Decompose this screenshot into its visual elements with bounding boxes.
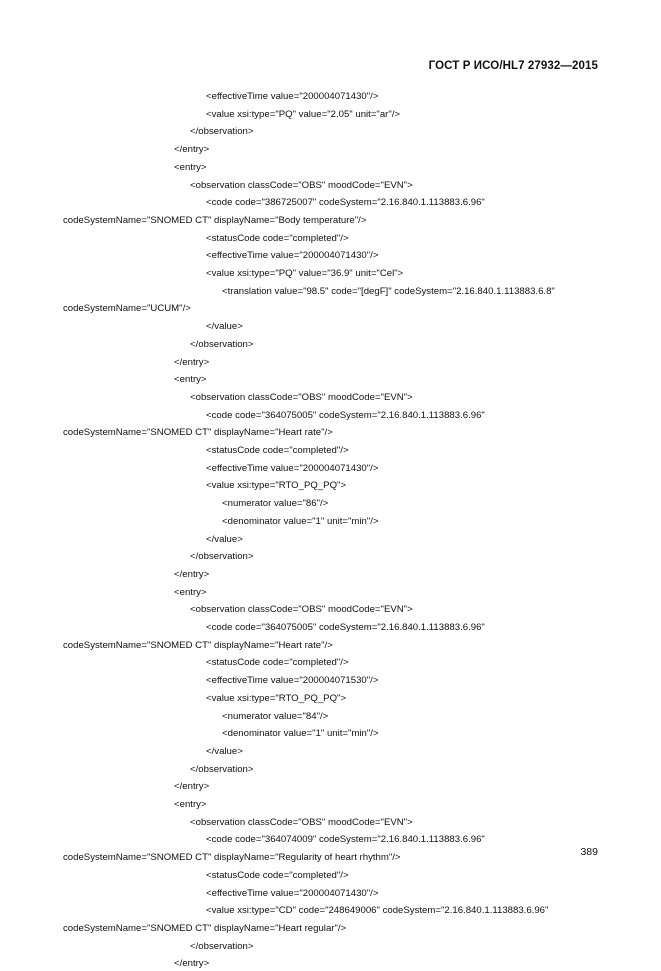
code-line: </value>	[206, 533, 243, 545]
code-line: </value>	[206, 745, 243, 757]
code-line: <effectiveTime value="200004071530"/>	[206, 675, 379, 687]
code-line: <entry>	[174, 586, 207, 598]
code-line: </observation>	[190, 126, 254, 138]
code-line: codeSystemName="SNOMED CT" displayName="Heart rate"/>	[63, 639, 333, 651]
code-line: </entry>	[174, 958, 210, 970]
code-line: </entry>	[174, 356, 210, 368]
code-line: codeSystemName="SNOMED CT" displayName="Body temperature"/>	[63, 214, 367, 226]
code-line: <value xsi:type="PQ" value="2.05" unit="ar"/>	[206, 108, 401, 120]
code-line: <observation classCode="OBS" moodCode="EVN">	[190, 816, 413, 828]
code-line: codeSystemName="UCUM"/>	[63, 303, 191, 315]
code-line: codeSystemName="SNOMED CT" displayName="Heart rate"/>	[63, 427, 333, 439]
page-number: 389	[580, 846, 598, 858]
code-line: </entry>	[174, 781, 210, 793]
code-line: <effectiveTime value="200004071430"/>	[206, 887, 379, 899]
code-line: </observation>	[190, 763, 254, 775]
code-line: <denominator value="1" unit="min"/>	[222, 515, 379, 527]
code-line: <value xsi:type="RTO_PQ_PQ">	[206, 480, 347, 492]
code-line: </observation>	[190, 940, 254, 952]
code-line: </observation>	[190, 551, 254, 563]
code-line: <translation value="98.5" code="[degF]" codeSystem="2.16.840.1.113883.6.8"	[222, 285, 555, 297]
code-line: <entry>	[174, 799, 207, 810]
code-line: <code code="386725007" codeSystem="2.16.840.1.113883.6.96"	[206, 197, 485, 209]
code-line: <value xsi:type="RTO_PQ_PQ">	[206, 692, 347, 704]
code-line: <observation classCode="OBS" moodCode="EVN">	[190, 391, 413, 403]
code-line: </observation>	[190, 338, 254, 350]
code-line: <observation classCode="OBS" moodCode="EVN">	[190, 604, 413, 616]
code-line: <value xsi:type="CD" code="248649006" codeSystem="2.16.840.1.113883.6.96"	[206, 905, 549, 917]
code-line: <statusCode code="completed"/>	[206, 232, 349, 244]
code-line: </value>	[206, 321, 243, 333]
code-line: <value xsi:type="PQ" value="36.9" unit="Cel">	[206, 268, 404, 279]
code-line: <entry>	[174, 161, 207, 173]
code-line: <effectiveTime value="200004071430"/>	[206, 250, 379, 262]
code-line: <statusCode code="completed"/>	[206, 445, 349, 456]
code-line: <effectiveTime value="200004071430"/>	[206, 91, 379, 102]
code-line: </entry>	[174, 568, 210, 580]
code-line: <observation classCode="OBS" moodCode="EVN">	[190, 179, 413, 191]
code-line: <numerator value="86"/>	[222, 498, 329, 510]
code-line: <effectiveTime value="200004071430"/>	[206, 462, 379, 474]
code-line: <entry>	[174, 374, 207, 386]
code-line: <numerator value="84"/>	[222, 710, 329, 722]
code-line: <code code="364075005" codeSystem="2.16.840.1.113883.6.96"	[206, 409, 485, 421]
code-line: codeSystemName="SNOMED CT" displayName="Heart regular"/>	[63, 922, 347, 934]
code-line: <code code="364074009" codeSystem="2.16.840.1.113883.6.96"	[206, 834, 485, 846]
code-line: <statusCode code="completed"/>	[206, 869, 349, 881]
code-line: </entry>	[174, 144, 210, 156]
code-line: <code code="364075005" codeSystem="2.16.840.1.113883.6.96"	[206, 622, 485, 633]
code-line: codeSystemName="SNOMED CT" displayName="Regularity of heart rhythm"/>	[63, 852, 401, 864]
code-line: <statusCode code="completed"/>	[206, 657, 349, 669]
document-header-standard: ГОСТ Р ИСО/HL7 27932—2015	[428, 60, 598, 72]
code-line: <denominator value="1" unit="min"/>	[222, 728, 379, 740]
